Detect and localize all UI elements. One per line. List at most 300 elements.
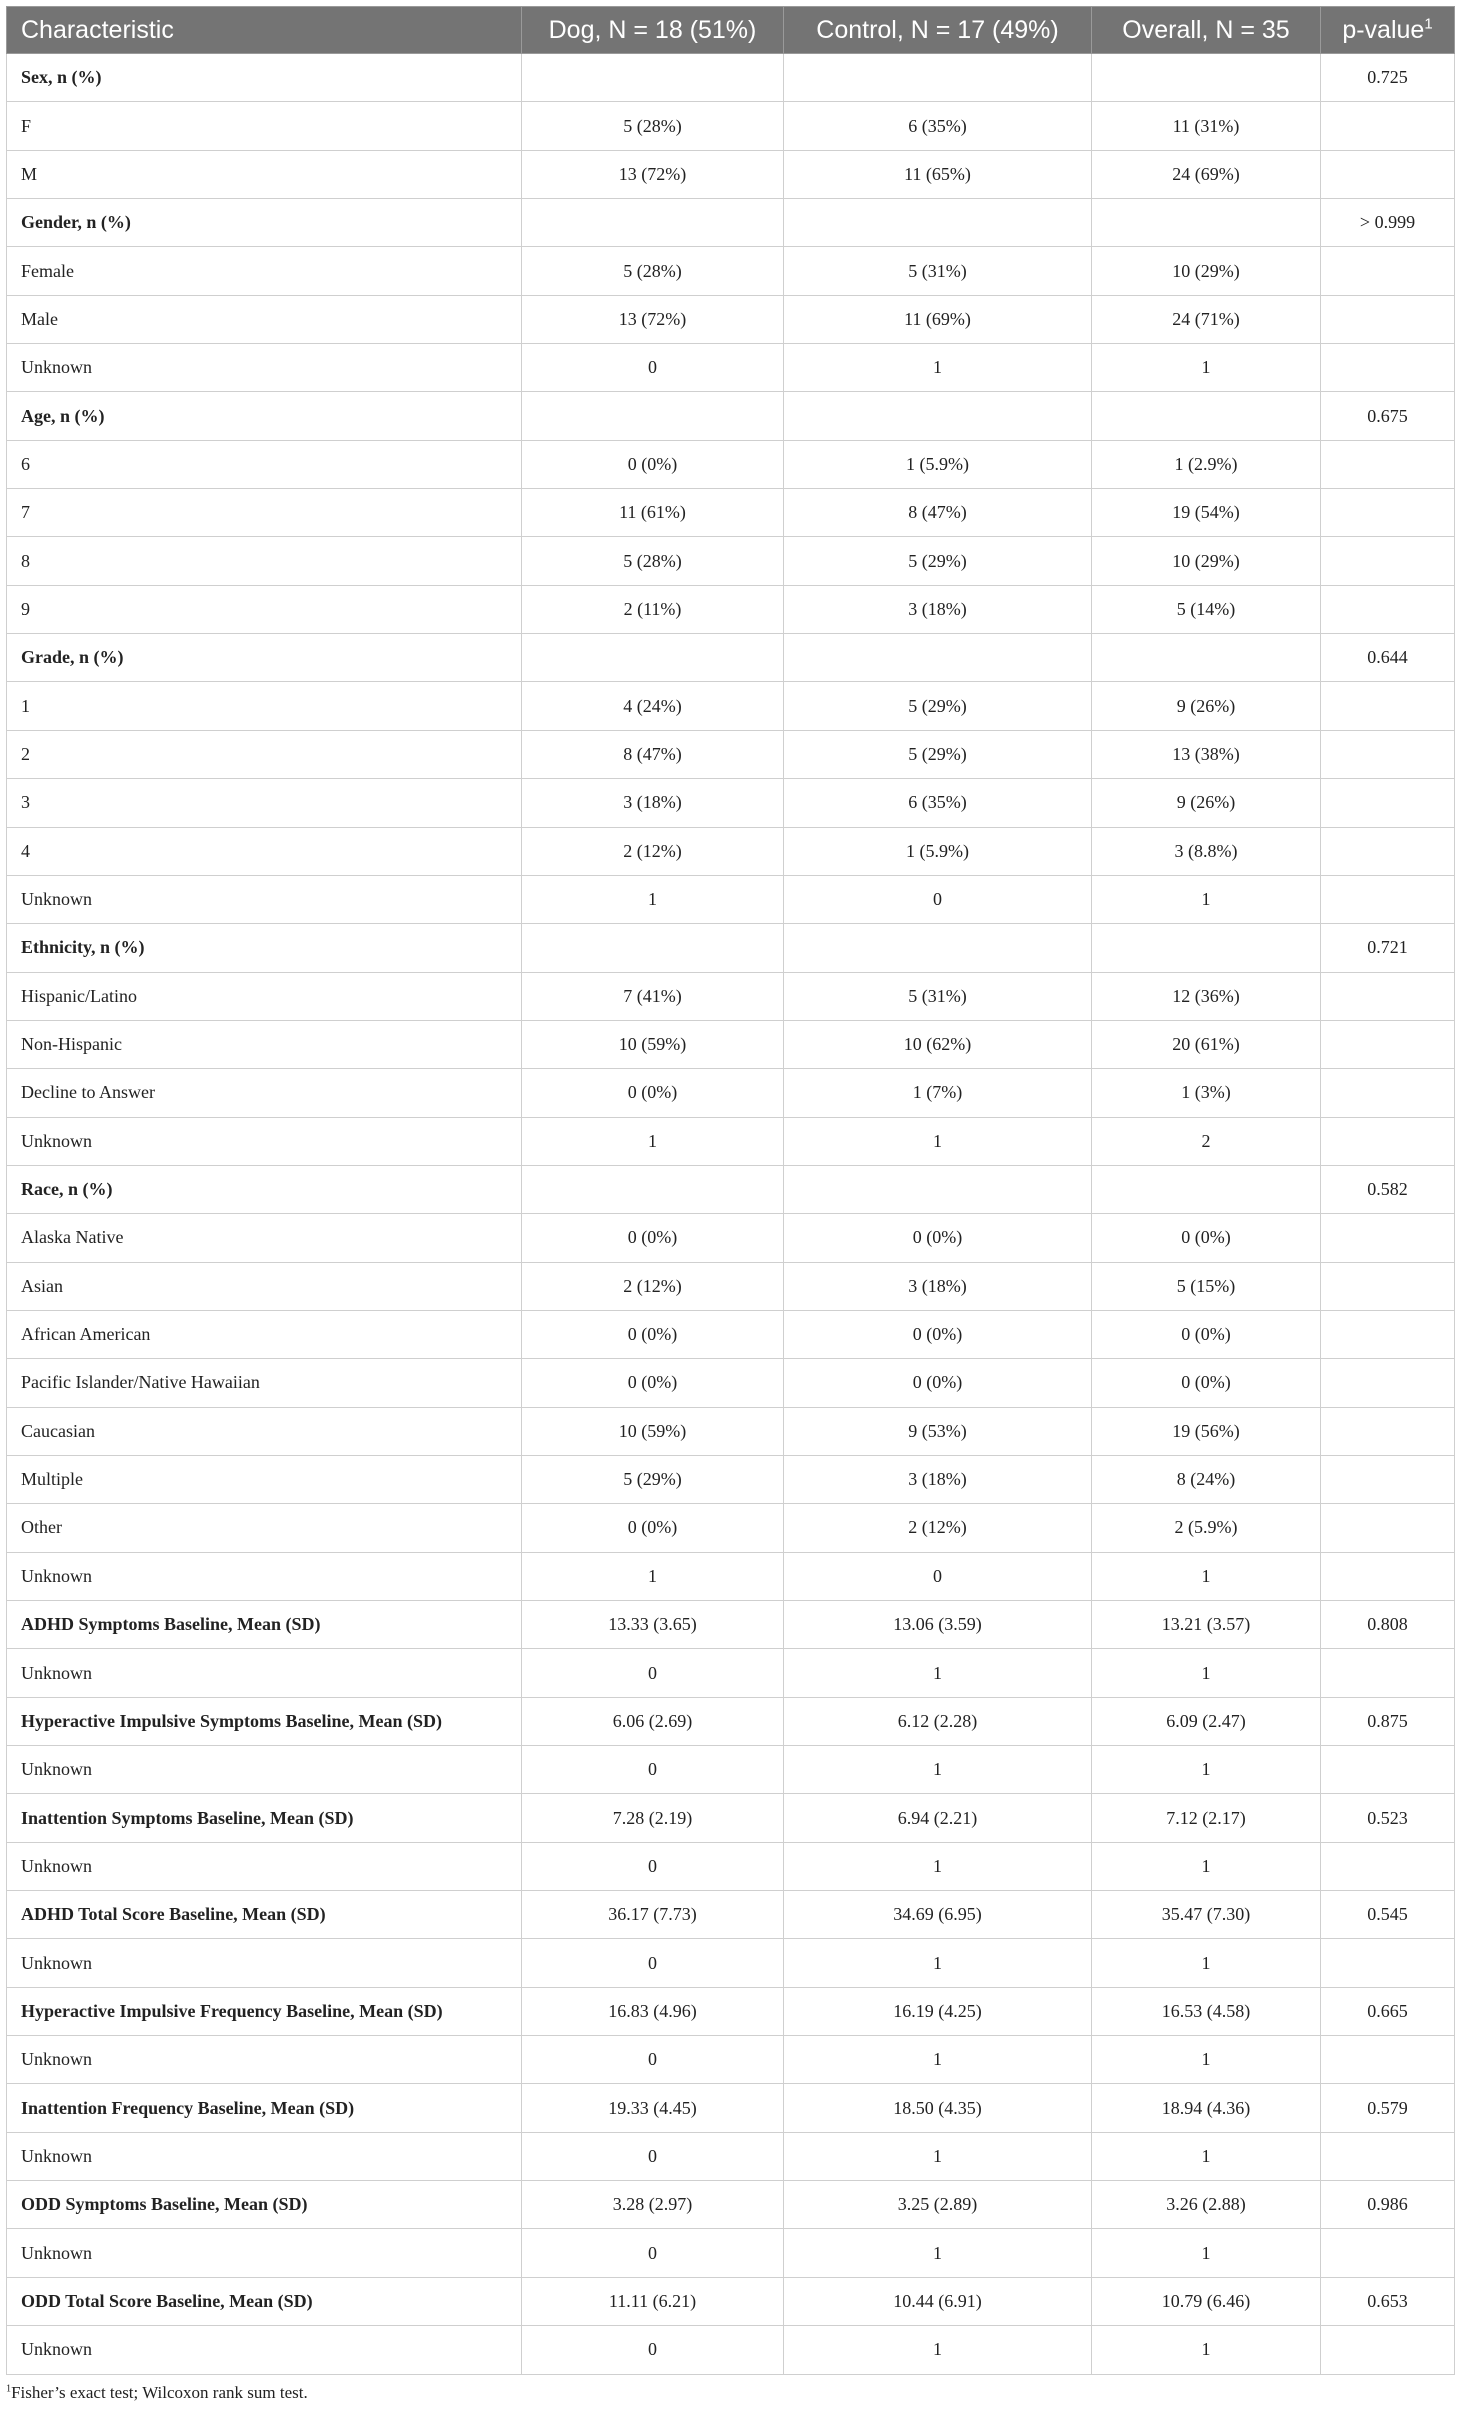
overall-value: 9 (26%) [1092,779,1321,827]
row-label: Hyperactive Impulsive Symptoms Baseline, Mean (SD) [7,1697,522,1745]
p-value [1321,440,1455,488]
control-value: 11 (65%) [784,150,1092,198]
overall-value: 3 (8.8%) [1092,827,1321,875]
p-value [1321,2036,1455,2084]
control-value: 0 (0%) [784,1214,1092,1262]
table-row-level [7,295,1455,343]
p-value [1321,682,1455,730]
control-value: 10.44 (6.91) [784,2277,1092,2325]
table-body [7,54,1455,2375]
table-row-level [7,2229,1455,2277]
overall-value: 0 (0%) [1092,1310,1321,1358]
row-label: Age, n (%) [7,392,522,440]
row-label: 1 [7,682,522,730]
table-row-characteristic [7,634,1455,682]
overall-value: 13.21 (3.57) [1092,1601,1321,1649]
control-value: 1 (5.9%) [784,440,1092,488]
dog-value: 0 [522,1842,784,1890]
table-header [7,7,1455,54]
row-label: Unknown [7,1117,522,1165]
row-label: Unknown [7,2036,522,2084]
control-value: 16.19 (4.25) [784,1987,1092,2035]
control-value: 6.94 (2.21) [784,1794,1092,1842]
table-row-level [7,1310,1455,1358]
table-row-level [7,972,1455,1020]
dog-value: 0 (0%) [522,1359,784,1407]
control-value [784,54,1092,102]
p-value [1321,537,1455,585]
control-value: 8 (47%) [784,489,1092,537]
overall-value: 9 (26%) [1092,682,1321,730]
overall-value: 10.79 (6.46) [1092,2277,1321,2325]
control-value: 34.69 (6.95) [784,1891,1092,1939]
row-label: F [7,102,522,150]
row-label: Unknown [7,2326,522,2374]
overall-value: 1 [1092,1552,1321,1600]
control-value: 1 [784,1117,1092,1165]
dog-value: 13.33 (3.65) [522,1601,784,1649]
overall-value: 18.94 (4.36) [1092,2084,1321,2132]
control-value: 2 (12%) [784,1504,1092,1552]
dog-value: 7 (41%) [522,972,784,1020]
dog-value: 4 (24%) [522,682,784,730]
dog-value: 2 (12%) [522,1262,784,1310]
dog-value: 1 [522,1117,784,1165]
row-label: Sex, n (%) [7,54,522,102]
dog-value: 5 (28%) [522,247,784,295]
p-value [1321,344,1455,392]
table-row-level [7,150,1455,198]
table-row-level [7,779,1455,827]
p-value [1321,1504,1455,1552]
table-row-level [7,1939,1455,1987]
dog-value: 0 (0%) [522,1310,784,1358]
control-value: 11 (69%) [784,295,1092,343]
dog-value: 0 (0%) [522,1069,784,1117]
table-row-level [7,489,1455,537]
control-value: 5 (29%) [784,682,1092,730]
overall-value [1092,54,1321,102]
dog-value: 0 (0%) [522,1214,784,1262]
table-row-characteristic [7,1601,1455,1649]
control-value: 1 [784,2229,1092,2277]
header-p-value: p-value$^1$ [1321,7,1455,54]
p-value [1321,1020,1455,1068]
p-value: 0.579 [1321,2084,1455,2132]
overall-value: 2 [1092,1117,1321,1165]
overall-value: 1 (2.9%) [1092,440,1321,488]
p-value [1321,2132,1455,2180]
table-row-level [7,827,1455,875]
overall-value: 24 (71%) [1092,295,1321,343]
p-value: 0.523 [1321,1794,1455,1842]
overall-value: 8 (24%) [1092,1455,1321,1503]
row-label: Multiple [7,1455,522,1503]
p-value [1321,295,1455,343]
dog-value: 0 [522,1939,784,1987]
dog-value: 3 (18%) [522,779,784,827]
overall-value: 1 [1092,1939,1321,1987]
overall-value: 2 (5.9%) [1092,1504,1321,1552]
control-value: 0 [784,875,1092,923]
p-value [1321,1262,1455,1310]
control-value [784,392,1092,440]
control-value: 3 (18%) [784,1455,1092,1503]
table-row-characteristic [7,1165,1455,1213]
p-value [1321,1359,1455,1407]
header-dog: Dog, N = 18 (51%) [522,7,784,54]
overall-value: 35.47 (7.30) [1092,1891,1321,1939]
control-value: 1 [784,1649,1092,1697]
p-value [1321,2326,1455,2374]
control-value [784,634,1092,682]
table-row-characteristic [7,1697,1455,1745]
p-value: 0.725 [1321,54,1455,102]
overall-value: 19 (56%) [1092,1407,1321,1455]
table-row-level [7,1842,1455,1890]
control-value [784,924,1092,972]
control-value: 13.06 (3.59) [784,1601,1092,1649]
control-value: 1 [784,1842,1092,1890]
dog-value: 5 (28%) [522,537,784,585]
dog-value [522,54,784,102]
row-label: 8 [7,537,522,585]
p-value [1321,875,1455,923]
row-label: Other [7,1504,522,1552]
dog-value: 16.83 (4.96) [522,1987,784,2035]
table-row-level [7,1359,1455,1407]
row-label: Inattention Frequency Baseline, Mean (SD) [7,2084,522,2132]
row-label: Gender, n (%) [7,199,522,247]
table-row-level [7,2036,1455,2084]
table-row-level [7,682,1455,730]
dog-value: 0 [522,2036,784,2084]
p-value [1321,1842,1455,1890]
dog-value: 2 (12%) [522,827,784,875]
p-value [1321,1069,1455,1117]
control-value: 1 (7%) [784,1069,1092,1117]
p-value [1321,972,1455,1020]
row-label: Hispanic/Latino [7,972,522,1020]
table-row-level [7,1214,1455,1262]
row-label: Unknown [7,1939,522,1987]
table-row-characteristic [7,2181,1455,2229]
dog-value: 11 (61%) [522,489,784,537]
row-label: Unknown [7,2229,522,2277]
p-value: 0.665 [1321,1987,1455,2035]
row-label: ODD Total Score Baseline, Mean (SD) [7,2277,522,2325]
p-value: 0.721 [1321,924,1455,972]
row-label: Hyperactive Impulsive Frequency Baseline, Mean (SD) [7,1987,522,2035]
p-value [1321,1407,1455,1455]
dog-value: 6.06 (2.69) [522,1697,784,1745]
row-label: Unknown [7,1649,522,1697]
overall-value: 3.26 (2.88) [1092,2181,1321,2229]
dog-value: 0 [522,2132,784,2180]
dog-value: 1 [522,1552,784,1600]
overall-value: 1 [1092,2036,1321,2084]
table-row-level [7,1552,1455,1600]
p-value: 0.808 [1321,1601,1455,1649]
dog-value: 8 (47%) [522,730,784,778]
dog-value: 1 [522,875,784,923]
row-label: 6 [7,440,522,488]
control-value: 3.25 (2.89) [784,2181,1092,2229]
table-row-characteristic [7,392,1455,440]
dog-value: 3.28 (2.97) [522,2181,784,2229]
dog-value: 2 (11%) [522,585,784,633]
p-value: 0.986 [1321,2181,1455,2229]
row-label: Decline to Answer [7,1069,522,1117]
control-value: 1 [784,1746,1092,1794]
overall-value: 1 [1092,344,1321,392]
overall-value [1092,392,1321,440]
control-value: 5 (29%) [784,537,1092,585]
table-row-level [7,875,1455,923]
table-row-level [7,730,1455,778]
dog-value: 0 [522,1746,784,1794]
row-label: 2 [7,730,522,778]
p-value [1321,247,1455,295]
table-row-level [7,1020,1455,1068]
p-value [1321,585,1455,633]
header-row [7,7,1455,54]
control-value: 6.12 (2.28) [784,1697,1092,1745]
row-label: Unknown [7,2132,522,2180]
row-label: ODD Symptoms Baseline, Mean (SD) [7,2181,522,2229]
dog-value: 0 [522,2326,784,2374]
p-value [1321,730,1455,778]
table-row-characteristic [7,1987,1455,2035]
overall-value: 19 (54%) [1092,489,1321,537]
row-label: Grade, n (%) [7,634,522,682]
p-value: 0.644 [1321,634,1455,682]
table-row-level [7,1262,1455,1310]
row-label: 7 [7,489,522,537]
control-value [784,199,1092,247]
control-value [784,1165,1092,1213]
control-value: 18.50 (4.35) [784,2084,1092,2132]
overall-value: 7.12 (2.17) [1092,1794,1321,1842]
table-row-level [7,1649,1455,1697]
overall-value: 1 [1092,2132,1321,2180]
p-value [1321,102,1455,150]
dog-value [522,924,784,972]
dog-value [522,199,784,247]
dog-value: 0 [522,1649,784,1697]
control-value: 1 [784,1939,1092,1987]
row-label: Ethnicity, n (%) [7,924,522,972]
table-container [6,6,1454,2403]
overall-value: 1 [1092,1649,1321,1697]
p-value: > 0.999 [1321,199,1455,247]
table-row-level [7,1455,1455,1503]
row-label: Non-Hispanic [7,1020,522,1068]
row-label: Unknown [7,1552,522,1600]
row-label: African American [7,1310,522,1358]
p-value [1321,1939,1455,1987]
control-value: 1 (5.9%) [784,827,1092,875]
row-label: Unknown [7,1842,522,1890]
row-label: Female [7,247,522,295]
table-row-level [7,1746,1455,1794]
control-value: 0 (0%) [784,1310,1092,1358]
dog-value: 0 (0%) [522,1504,784,1552]
p-value [1321,1455,1455,1503]
overall-value: 0 (0%) [1092,1214,1321,1262]
control-value: 6 (35%) [784,102,1092,150]
row-label: Race, n (%) [7,1165,522,1213]
dog-value: 13 (72%) [522,295,784,343]
p-value [1321,827,1455,875]
row-label: 3 [7,779,522,827]
overall-value [1092,199,1321,247]
p-value: 0.582 [1321,1165,1455,1213]
control-value: 1 [784,2132,1092,2180]
overall-value: 1 [1092,875,1321,923]
dog-value [522,392,784,440]
overall-value: 5 (14%) [1092,585,1321,633]
control-value: 5 (31%) [784,972,1092,1020]
dog-value: 0 [522,344,784,392]
row-label: Alaska Native [7,1214,522,1262]
dog-value: 0 (0%) [522,440,784,488]
p-value: 0.653 [1321,2277,1455,2325]
overall-value: 20 (61%) [1092,1020,1321,1068]
control-value: 3 (18%) [784,1262,1092,1310]
table-row-level [7,1069,1455,1117]
overall-value: 24 (69%) [1092,150,1321,198]
dog-value: 10 (59%) [522,1020,784,1068]
overall-value: 11 (31%) [1092,102,1321,150]
table-row-characteristic [7,924,1455,972]
dog-value [522,1165,784,1213]
table-row-level [7,537,1455,585]
p-value [1321,150,1455,198]
row-label: ADHD Symptoms Baseline, Mean (SD) [7,1601,522,1649]
dog-value: 7.28 (2.19) [522,1794,784,1842]
p-value [1321,1310,1455,1358]
p-value [1321,1117,1455,1165]
table-row-characteristic [7,1891,1455,1939]
table-row-level [7,2132,1455,2180]
overall-value: 10 (29%) [1092,247,1321,295]
dog-value: 5 (28%) [522,102,784,150]
dog-value: 11.11 (6.21) [522,2277,784,2325]
row-label: Inattention Symptoms Baseline, Mean (SD) [7,1794,522,1842]
overall-value: 13 (38%) [1092,730,1321,778]
row-label: ADHD Total Score Baseline, Mean (SD) [7,1891,522,1939]
dog-value: 5 (29%) [522,1455,784,1503]
p-value [1321,2229,1455,2277]
p-value [1321,1649,1455,1697]
characteristics-table [6,6,1455,2375]
table-row-characteristic [7,2084,1455,2132]
overall-value: 1 [1092,1746,1321,1794]
row-label: Pacific Islander/Native Hawaiian [7,1359,522,1407]
row-label: Asian [7,1262,522,1310]
header-control: Control, N = 17 (49%) [784,7,1092,54]
dog-value [522,634,784,682]
overall-value: 1 [1092,2326,1321,2374]
row-label: 9 [7,585,522,633]
control-value: 0 (0%) [784,1359,1092,1407]
table-row-level [7,102,1455,150]
header-p-value-footnote-marker: 1 [1424,15,1433,33]
control-value: 0 [784,1552,1092,1600]
table-row-level [7,1407,1455,1455]
p-value [1321,489,1455,537]
table-row-characteristic [7,1794,1455,1842]
overall-value [1092,634,1321,682]
row-label: 4 [7,827,522,875]
table-row-level [7,344,1455,392]
control-value: 1 [784,2326,1092,2374]
control-value: 1 [784,2036,1092,2084]
footnote-marker: 1 [6,2382,12,2394]
table-footnote [6,2383,1454,2403]
dog-value: 10 (59%) [522,1407,784,1455]
overall-value: 0 (0%) [1092,1359,1321,1407]
footnote-text: Fisher’s exact test; Wilcoxon rank sum test. [11,2382,308,2402]
control-value: 1 [784,344,1092,392]
overall-value: 1 [1092,1842,1321,1890]
p-value: 0.675 [1321,392,1455,440]
table-row-level [7,440,1455,488]
row-label: Unknown [7,875,522,923]
row-label: Unknown [7,344,522,392]
overall-value: 1 [1092,2229,1321,2277]
dog-value: 13 (72%) [522,150,784,198]
table-row-characteristic [7,199,1455,247]
table-row-characteristic [7,2277,1455,2325]
table-row-level [7,585,1455,633]
table-row-level [7,2326,1455,2374]
overall-value: 1 (3%) [1092,1069,1321,1117]
dog-value: 19.33 (4.45) [522,2084,784,2132]
overall-value: 16.53 (4.58) [1092,1987,1321,2035]
table-row-level [7,1504,1455,1552]
overall-value: 5 (15%) [1092,1262,1321,1310]
overall-value: 6.09 (2.47) [1092,1697,1321,1745]
control-value: 5 (31%) [784,247,1092,295]
overall-value: 12 (36%) [1092,972,1321,1020]
p-value [1321,1214,1455,1262]
control-value: 6 (35%) [784,779,1092,827]
row-label: Male [7,295,522,343]
table-row-level [7,247,1455,295]
overall-value [1092,924,1321,972]
control-value: 5 (29%) [784,730,1092,778]
overall-value [1092,1165,1321,1213]
control-value: 9 (53%) [784,1407,1092,1455]
dog-value: 36.17 (7.73) [522,1891,784,1939]
p-value: 0.545 [1321,1891,1455,1939]
row-label: M [7,150,522,198]
header-overall: Overall, N = 35 [1092,7,1321,54]
p-value [1321,1552,1455,1600]
dog-value: 0 [522,2229,784,2277]
table-row-characteristic [7,54,1455,102]
p-value [1321,1746,1455,1794]
header-characteristic: Characteristic [7,7,522,54]
row-label: Caucasian [7,1407,522,1455]
overall-value: 10 (29%) [1092,537,1321,585]
row-label: Unknown [7,1746,522,1794]
p-value [1321,779,1455,827]
control-value: 3 (18%) [784,585,1092,633]
p-value: 0.875 [1321,1697,1455,1745]
